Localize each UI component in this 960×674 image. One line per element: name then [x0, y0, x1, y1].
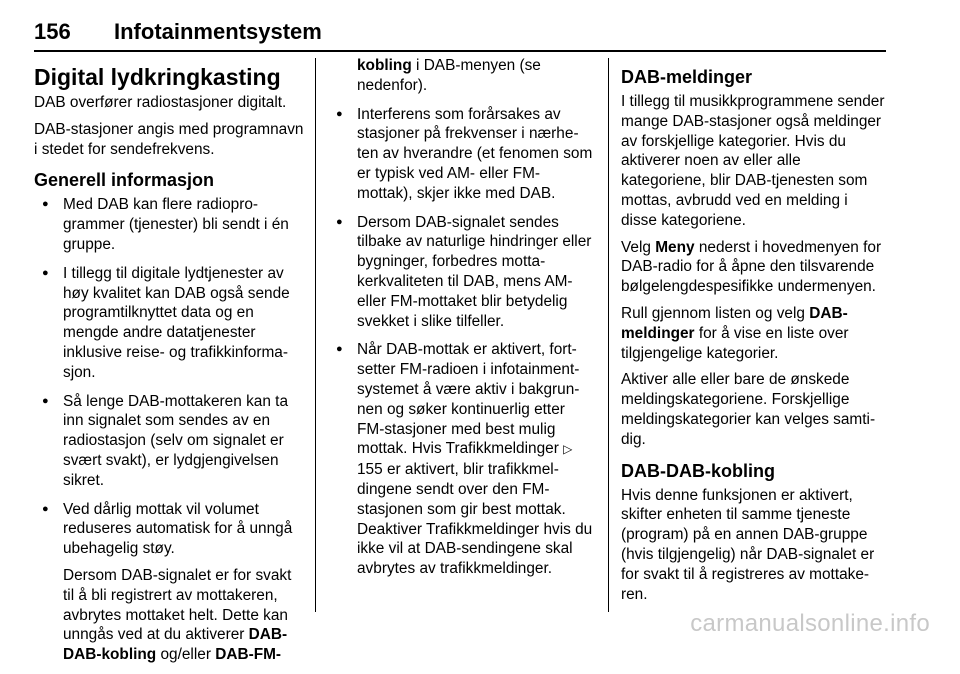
list-item	[34, 500, 306, 665]
page-reference: 155	[357, 461, 383, 479]
paragraph: Aktiver alle eller bare de ønskede meldingskategoriene. Forskjellige meldingskategorier kan velges samtidig.	[621, 371, 876, 448]
watermark: carmanualsonline.info	[690, 610, 930, 637]
continued-text: i DAB-menyen (se nedenfor).	[357, 57, 541, 94]
page-number: 156	[34, 19, 71, 44]
paragraph: Hvis denne funksjonen er aktivert, skifter enheten til samme tjeneste (program) på en annen DAB-gruppe (hvis tilgjengelig) når DAB-signalet er for svakt til å registreres av mottakeren.	[621, 486, 875, 603]
paragraph-text: Velg	[621, 238, 656, 256]
article-title: Digital lydkringkasting	[34, 64, 281, 90]
dab-fm-link-term: DAB-FM-	[215, 646, 282, 664]
paragraph	[621, 304, 887, 363]
list-item: ● Dersom DAB-signalet sendes tilbake av naturlige hindringer eller bygninger, forbedres mottakerkvaliteten til DAB, mens AM- eller FM-mottaket blir betydelig svekket i slike tilfeller.	[328, 213, 594, 332]
paragraph: I tillegg til musikkprogrammene sender mange DAB-stasjoner også meldinger av forskjellige kategorier. Hvis du aktiverer noen av eller alle kategoriene, blir DAB-tjenesten som mottas, avbrudd ved en melding i disse kategoriene.	[621, 93, 885, 229]
menu-term: Meny	[655, 238, 695, 256]
dab-dab-link-term: DAB-DAB-kobling	[63, 626, 288, 664]
list-item-text-b: er aktivert, blir trafikkmeldingene sendt over den FM-stasjonen som gir best mottak. Deaktiver Trafikkmeldinger hvis du ikke vil at DAB-sendingene skal avbrytes av trafikkmeldinger.	[357, 461, 593, 578]
dab-messages-term: DAB-meldinger	[621, 304, 848, 342]
dab-messages-heading: DAB-meldinger	[621, 67, 753, 87]
list-item: ● Interferens som forårsakes av stasjoner på frekvenser i nærheten av hverandre (et fenomen som er typisk ved AM- eller FM-mottak), skjer ikke med DAB.	[328, 105, 594, 204]
list-item: ● Så lenge DAB-mottakeren kan ta inn signalet som sendes av en radiostasjon (selv om signalet er svært svakt), er lydgjengivelsen sikret.	[34, 392, 306, 491]
column-divider-right	[608, 58, 609, 612]
list-item: ● I tillegg til digitale lydtjenester av høy kvalitet kan DAB også sende programtilknyttet data og en mengde andre datatjenester inklusive reise- og trafikkinformasjon.	[34, 264, 306, 383]
kobling-term: kobling	[357, 57, 412, 74]
intro-paragraph-1: DAB overfører radiostasjoner digitalt.	[34, 94, 287, 111]
reference-arrow-icon: ▷	[563, 442, 573, 457]
continued-paragraph	[328, 56, 594, 96]
list-item-text-a: Når DAB-mottak er aktivert, fortsetter FM-radioen i infotainmentsystemet å være aktiv i bakgrunnen og søker kontinuerlig etter FM-stasjoner med best mulig mottak. Hvis Trafikkmeldinger	[357, 341, 580, 458]
list-item-subparagraph	[63, 566, 306, 665]
paragraph-text: for å vise en liste over tilgjengelige kategorier.	[621, 324, 849, 362]
intro-paragraph-2: DAB-stasjoner angis med programnavn i stedet for sendefrekvens.	[34, 120, 304, 158]
dab-dab-link-heading: DAB-DAB-kobling	[621, 460, 775, 481]
general-info-heading: Generell informasjon	[34, 170, 215, 191]
paragraph-text: Rull gjennom listen og velg	[621, 304, 810, 322]
column-2	[328, 56, 594, 588]
list-item-text: ● Ved dårlig mottak vil volumet reduseres automatisk for å unngå ubehagelig støy.	[63, 500, 293, 558]
dab-advantages-list	[328, 105, 594, 579]
general-info-list	[34, 195, 306, 665]
paragraph-text: nederst i hovedmenyen for DAB-radio for å åpne den tilsvarende bølgelengdespesifikke undermenyen.	[621, 238, 882, 296]
sub-mid: og/eller	[156, 646, 216, 664]
column-divider-left	[315, 58, 316, 612]
column-1	[34, 56, 306, 674]
sub-text: Dersom DAB-signalet er for svakt til å bli registrert av mottakeren, avbrytes mottaket helt. Dette kan unngås ved at du aktiverer	[63, 566, 292, 644]
page-header	[34, 18, 886, 52]
list-item: ● Med DAB kan flere radioprogrammer (tjenester) bli sendt i én gruppe.	[34, 195, 306, 254]
list-item	[328, 340, 594, 579]
section-title: Infotainmentsystem	[114, 19, 322, 44]
column-3	[621, 56, 887, 611]
paragraph	[621, 238, 887, 297]
